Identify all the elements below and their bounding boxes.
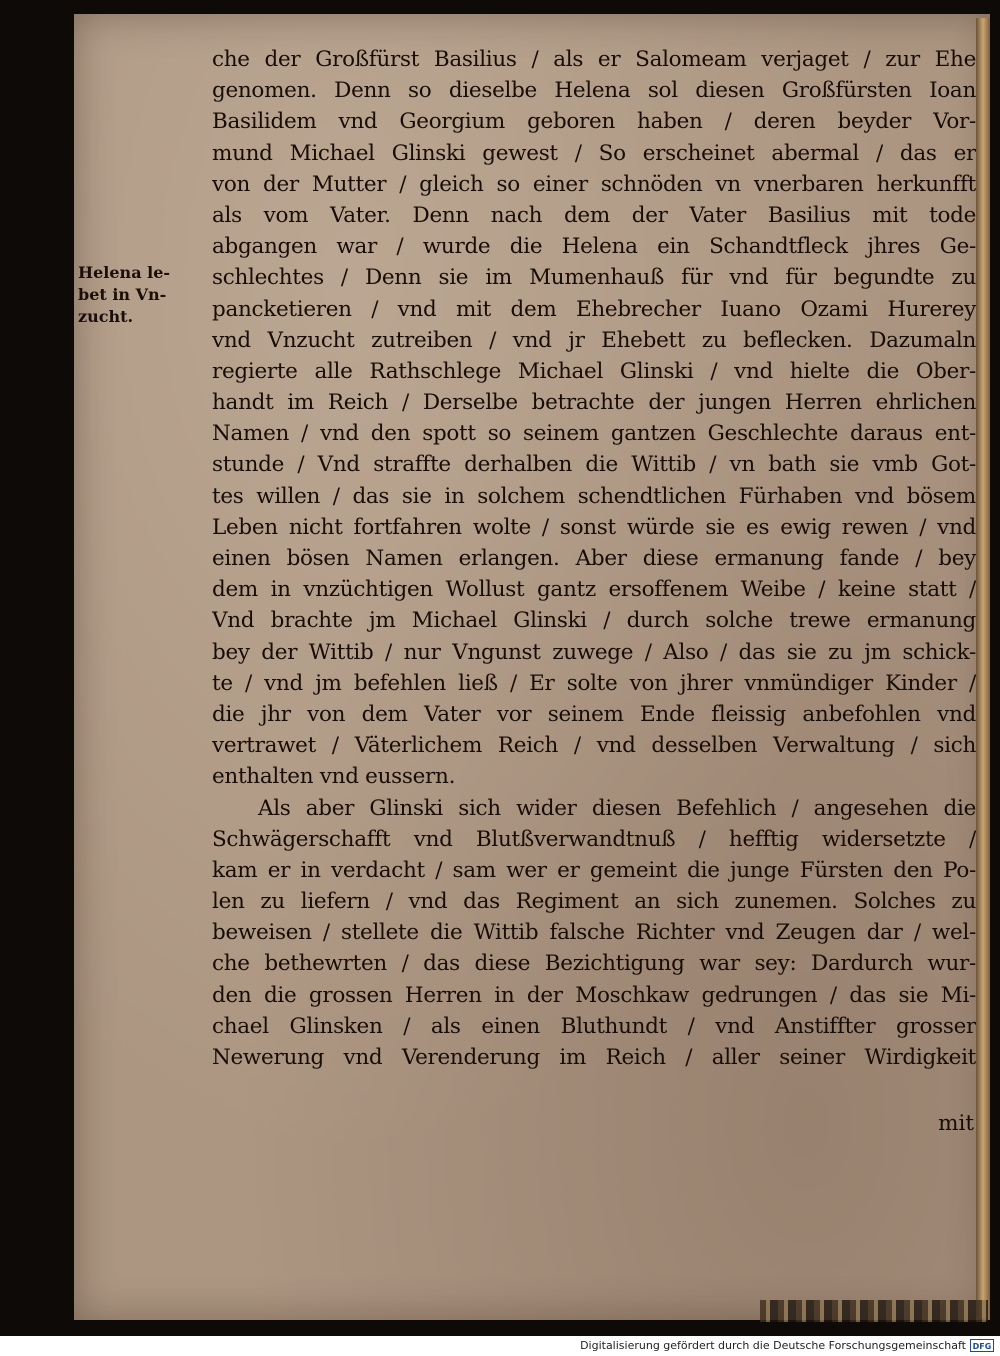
catchword: mit — [938, 1111, 974, 1136]
dfg-logo-icon: DFG — [970, 1339, 994, 1352]
text-line: Vnd brachte jm Michael Glinski / durch solche trewe ermanung — [212, 608, 976, 634]
text-line: chael Glinsken / als einen Bluthundt / vnd Anstiffter grosser — [212, 1013, 976, 1039]
funding-credit: Digitalisierung gefördert durch die Deutsche Forschungsgemeinschaft — [580, 1339, 966, 1352]
text-line: handt im Reich / Derselbe betrachte der jungen Herren ehrlichen — [212, 390, 976, 416]
text-line: tes willen / das sie in solchem schendtlichen Fürhaben vnd bösem — [212, 483, 976, 509]
text-line: regierte alle Rathschlege Michael Glinski / vnd hielte die Ober- — [212, 358, 976, 384]
text-line: che der Großfürst Basilius / als er Salomeam verjaget / zur Ehe — [212, 47, 976, 72]
text-line: genomen. Denn so dieselbe Helena sol diesen Großfürsten Ioan — [212, 78, 976, 104]
margin-note — [78, 262, 218, 328]
text-line: die jhr von dem Vater vor seinem Ende fleissig anbefohlen vnd — [212, 701, 976, 727]
margin-note-line: bet in Vn- — [78, 285, 167, 304]
text-line: von der Mutter / gleich so einer schnöden vn vnerbaren herkunfft — [212, 171, 976, 197]
text-line: abgangen war / wurde die Helena ein Schandtfleck jhres Ge- — [212, 234, 976, 260]
text-line: Basilidem vnd Georgium geboren haben / deren beyder Vor- — [212, 109, 976, 135]
margin-note-line: Helena le- — [78, 263, 171, 282]
text-line: den die grossen Herren in der Moschkaw gedrungen / das sie Mi- — [212, 982, 976, 1008]
text-line: schlechtes / Denn sie im Mumenhauß für vnd für begundte zu — [212, 265, 976, 291]
text-line: len zu liefern / vnd das Regiment an sich zunemen. Solches zu — [212, 889, 976, 915]
text-line: pancketieren / vnd mit dem Ehebrecher Iuano Ozami Hurerey — [212, 296, 976, 322]
text-line: einen bösen Namen erlangen. Aber diese ermanung fande / bey — [212, 546, 976, 571]
text-line: Newerung vnd Verenderung im Reich / aller seiner Wirdigkeit — [212, 1045, 976, 1070]
page-bottom-edge — [760, 1300, 988, 1322]
text-line: che bethewrten / das diese Bezichtigung war sey: Dardurch wur- — [212, 951, 976, 977]
text-line: bey der Wittib / nur Vngunst zuwege / Also / das sie zu jm schick- — [212, 639, 976, 665]
text-line: kam er in verdacht / sam wer er gemeint die junge Fürsten den Po- — [212, 857, 976, 883]
text-line: dem in vnzüchtigen Wollust gantz ersoffenem Weibe / keine statt / — [212, 577, 976, 603]
text-line: Schwägerschafft vnd Blutßverwandtnuß / hefftig widersetzte / — [212, 826, 976, 852]
margin-note-line: zucht. — [78, 307, 134, 326]
text-line: Namen / vnd den spott so seinem gantzen Geschlechte daraus ent- — [212, 421, 976, 447]
body-text — [212, 44, 976, 1073]
text-line: stunde / Vnd straffte derhalben die Wittib / vn bath sie vmb Got- — [212, 452, 976, 478]
text-line: vnd Vnzucht zutreiben / vnd jr Ehebett zu beflecken. Dazumaln — [212, 327, 976, 353]
text-line: als vom Vater. Denn nach dem der Vater Basilius mit tode — [212, 202, 976, 228]
text-line: Als aber Glinski sich wider diesen Befehlich / angesehen die — [258, 795, 976, 821]
text-line: beweisen / stellete die Wittib falsche Richter vnd Zeugen dar / wel- — [212, 920, 976, 946]
text-line: enthalten vnd eussern. — [212, 764, 456, 790]
footer-bar — [0, 1336, 1000, 1356]
text-line: mund Michael Glinski gewest / So erscheinet abermal / das er — [212, 140, 976, 166]
text-line: Leben nicht fortfahren wolte / sonst würde sie es ewig rewen / vnd — [212, 514, 976, 540]
text-line: vertrawet / Väterlichem Reich / vnd desselben Verwaltung / sich — [212, 733, 976, 759]
page-edge — [976, 18, 990, 1318]
text-line: te / vnd jm befehlen ließ / Er solte von jhrer vnmündiger Kinder / — [212, 670, 976, 696]
